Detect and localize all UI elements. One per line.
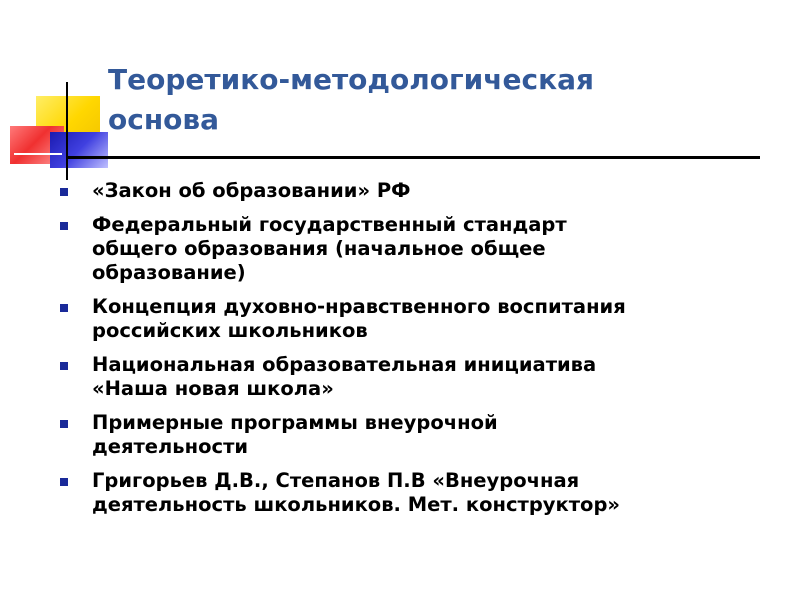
white-stripe-decoration — [14, 153, 62, 155]
bullet-item — [60, 469, 780, 517]
bullet-text-line: деятельность школьников. Мет. конструктор» — [92, 493, 620, 516]
square-bullet-icon — [60, 188, 68, 196]
slide-title-line: Теоретико-методологическая — [108, 63, 594, 96]
vertical-line-decoration — [66, 82, 68, 180]
bullet-item — [60, 353, 780, 401]
bullet-item — [60, 213, 780, 285]
square-bullet-icon — [60, 362, 68, 370]
bullet-text-line: Григорьев Д.В., Степанов П.В «Внеурочная — [92, 469, 580, 492]
square-bullet-icon — [60, 478, 68, 486]
bullet-text-line: Национальная образовательная инициатива — [92, 353, 597, 376]
bullet-item — [60, 295, 780, 343]
square-bullet-icon — [60, 420, 68, 428]
slide-title — [108, 60, 748, 140]
bullet-text-line: российских школьников — [92, 319, 368, 342]
title-underline — [66, 156, 760, 159]
square-bullet-icon — [60, 222, 68, 230]
bullet-text-line: Примерные программы внеурочной — [92, 411, 498, 434]
bullet-text-line: «Закон об образовании» РФ — [92, 179, 411, 202]
bullet-item — [60, 179, 780, 203]
square-bullet-icon — [60, 304, 68, 312]
blue-square-decoration — [50, 132, 108, 168]
bullet-text-line: Федеральный государственный стандарт — [92, 213, 567, 236]
bullet-text-line: «Наша новая школа» — [92, 377, 334, 400]
slide-title-line: основа — [108, 103, 220, 136]
bullet-text-line: Концепция духовно-нравственного воспитания — [92, 295, 626, 318]
bullet-text-line: деятельности — [92, 435, 249, 458]
bullet-item — [60, 411, 780, 459]
bullet-text-line: общего образования (начальное общее — [92, 237, 546, 260]
bullet-list — [60, 179, 780, 527]
bullet-text-line: образование) — [92, 261, 246, 284]
